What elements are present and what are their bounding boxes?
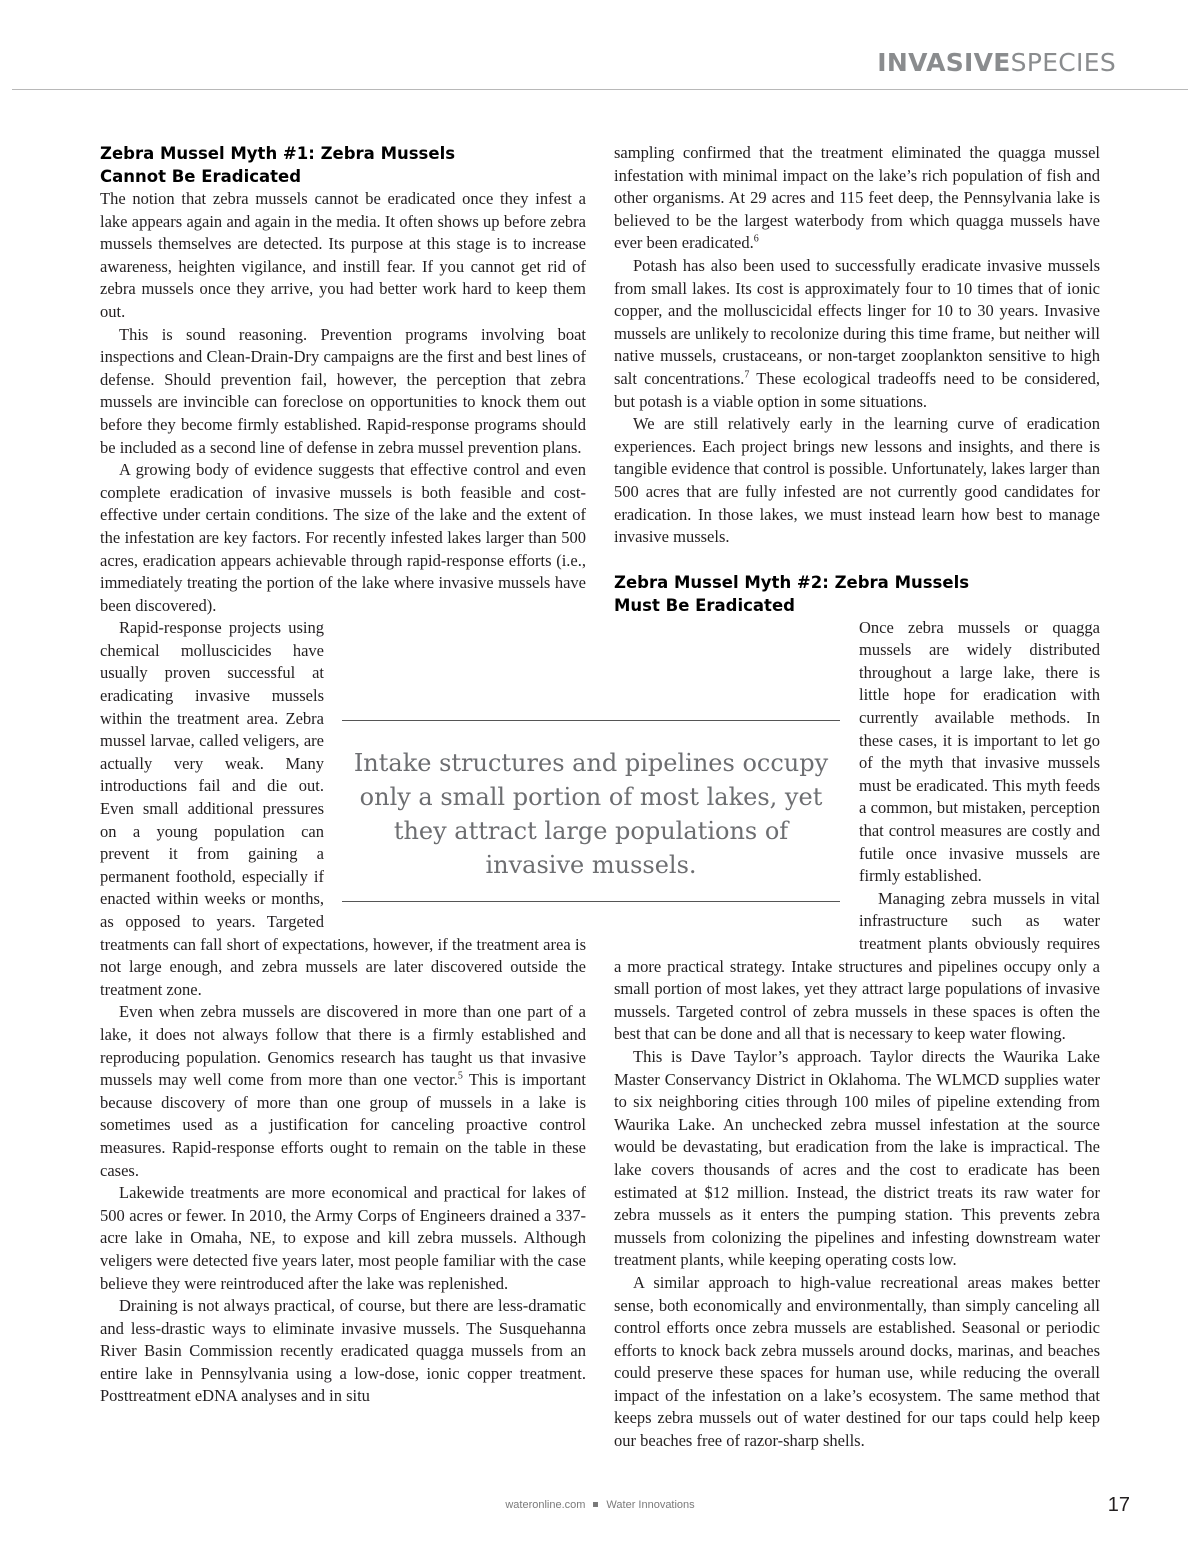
paragraph: Once zebra mussels or quagga mussels are widely distributed throughout a large lake, there is little hope for eradication with currently available methods. In these cases, it is important to let go of the myth that invasive mussels must be eradicated. This myth feeds a common, but mistaken, perception that control measures are costly and futile once invasive mussels are firmly established. [614,617,1100,888]
header-light: SPECIES [1010,48,1116,77]
paragraph: This is sound reasoning. Prevention programs involving boat inspections and Clean-Drain-Dry campaigns are the first and best lines of defense. Should prevention fail, however, the perception that zebra mussels are invincible can foreclose on opportunities to knock them out before they become firmly established. Rapid-response programs should be included as a second line of defense in zebra mussel prevention plans. [100,324,586,457]
footer-separator [593,1502,598,1507]
spacer [614,549,1100,571]
paragraph: We are still relatively early in the learning curve of eradication experiences. Each project brings new lessons and insights, and there is tangible evidence that control is possible. Unfortunately, lakes larger than 500 acres that are fully infested are not currently good candidates for eradication. In those lakes, we must instead learn how best to manage invasive mussels. [614,414,1100,547]
page-number: 17 [1107,1494,1130,1516]
paragraph: sampling confirmed that the treatment eliminated the quagga mussel infestation with minimal impact on the lake’s rich population of fish and other organisms. At 29 acres and 115 feet deep, the Pennsylvania lake is believed to be the largest waterbody from which quagga mussels have ever been eradicated.$^6$ [614,143,1100,253]
section-header [877,48,1116,77]
footer-site: wateronline.com [505,1499,586,1511]
header-bold: INVASIVE [877,48,1011,77]
pullquote [342,720,840,902]
paragraph: Managing zebra mussels in vital infrastructure such as water treatment plants obviously requires a more practical strategy. Intake structures and pipelines occupy only a small portion of most lakes, yet they attract large populations of invasive mussels. Targeted control of zebra mussels in these spaces is often the best that can be done and all that is necessary to keep water flowing. [614,888,1100,1044]
myth1-heading: Zebra Mussel Myth #1: Zebra Mussels Cannot Be Eradicated [100,144,456,186]
pullquote-text: Intake structures and pipelines occupy only a small portion of most lakes, yet they attract large populations of invasive mussels. [353,749,829,879]
paragraph: A growing body of evidence suggests that effective control and even complete eradication of invasive mussels is both feasible and cost-effective under certain conditions. The size of the lake and the extent of the infestation are key factors. For recently infested lakes larger than 500 acres, eradication appears achievable through rapid-response efforts (i.e., immediately treating the portion of the lake where invasive mussels have been discovered). [100,460,586,615]
paragraph: This is Dave Taylor’s approach. Taylor directs the Waurika Lake Master Conservancy District in Oklahoma. The WLMCD supplies water to six neighboring cities through 100 miles of pipeline extending from Waurika Lake. An unchecked zebra mussel infestation at the source would be devastating, but eradication from the lake is impractical. The lake covers thousands of acres and the cost to eradicate has been estimated at $12 million. Instead, the district treats its raw water for zebra mussels as it enters the pumping station. This prevents zebra mussels from colonizing the pipelines and infesting downstream water treatment plants, while keeping operating costs low. [614,1046,1100,1270]
paragraph: A similar approach to high-value recreational areas makes better sense, both economically and environmentally, than simply canceling all control efforts once zebra mussels are established. Seasonal or periodic efforts to knock back zebra mussels around docks, marinas, and beaches could preserve these spaces for human use, while reducing the overall impact of the infestation on a lake’s ecosystem. The same method that keeps zebra mussels out of water destined for our taps could help keep our beaches free of razor-sharp shells. [614,1272,1100,1451]
pullquote-rule-bottom [342,901,840,902]
footer [0,1499,1200,1511]
myth2-heading: Zebra Mussel Myth #2: Zebra Mussels Must Be Eradicated [614,572,970,615]
paragraph: Potash has also been used to successfully eradicate invasive mussels from small lakes. Its cost is approximately four to 10 times that of ionic copper, and the molluscicidal effects linger for 10 to 30 years. Invasive mussels are unlikely to recolonize during this time frame, but neither will native mussels, crustaceans, or non-target zooplankton sensitive to high salt concentrations.$^7$ These ecological tradeoffs need to be considered, but potash is a viable option in some situations. [614,255,1100,411]
paragraph: Rapid-response projects using chemical molluscicides have usually proven successful at eradicating invasive mussels within the treatment area. Zebra mussel larvae, called veligers, are actually very weak. Many introductions fail and die out. Even small additional pressures on a young population can prevent it from gaining a permanent foothold, especially if enacted within weeks or months, as opposed to years. Targeted treatments can fall short of expectations, however, if the treatment area is not large enough, and zebra mussels are later discovered outside the treatment zone. [100,618,586,999]
paragraph: Draining is not always practical, of course, but there are less-dramatic and less-drastic ways to eliminate invasive mussels. The Susquehanna River Basin Commission recently eradicated quagga mussels from an entire lake in Pennsylvania using a low-dose, ionic copper treatment. Posttreatment eDNA analyses and in situ [100,1296,586,1406]
paragraph: Even when zebra mussels are discovered in more than one part of a lake, it does not always follow that there is a firmly established and reproducing population. Genomics research has taught us that invasive mussels may well come from more than one vector.$^5$ This is important because discovery of more than one group of mussels in a lake is sometimes used as a justification for canceling proactive control measures. Rapid-response efforts ought to remain on the table in these cases. [100,1002,586,1180]
header-rule [12,89,1188,90]
paragraph: Lakewide treatments are more economical and practical for lakes of 500 acres or fewer. In 2010, the Army Corps of Engineers drained a 337-acre lake in Omaha, NE, to expose and kill zebra mussels. Although veligers were detected five years later, most people familiar with the case believe they were reintroduced after the lake was replenished. [100,1183,586,1293]
paragraph: The notion that zebra mussels cannot be eradicated once they infest a lake appears again and again in the media. It often shows up before zebra mussels themselves are detected. Its purpose at this stage is to increase awareness, heighten vigilance, and instill fear. If you cannot get rid of zebra mussels once they arrive, you had better work hard to keep them out. [100,189,586,321]
footer-publication: Water Innovations [606,1499,695,1511]
pullquote-rule-top [342,720,840,721]
